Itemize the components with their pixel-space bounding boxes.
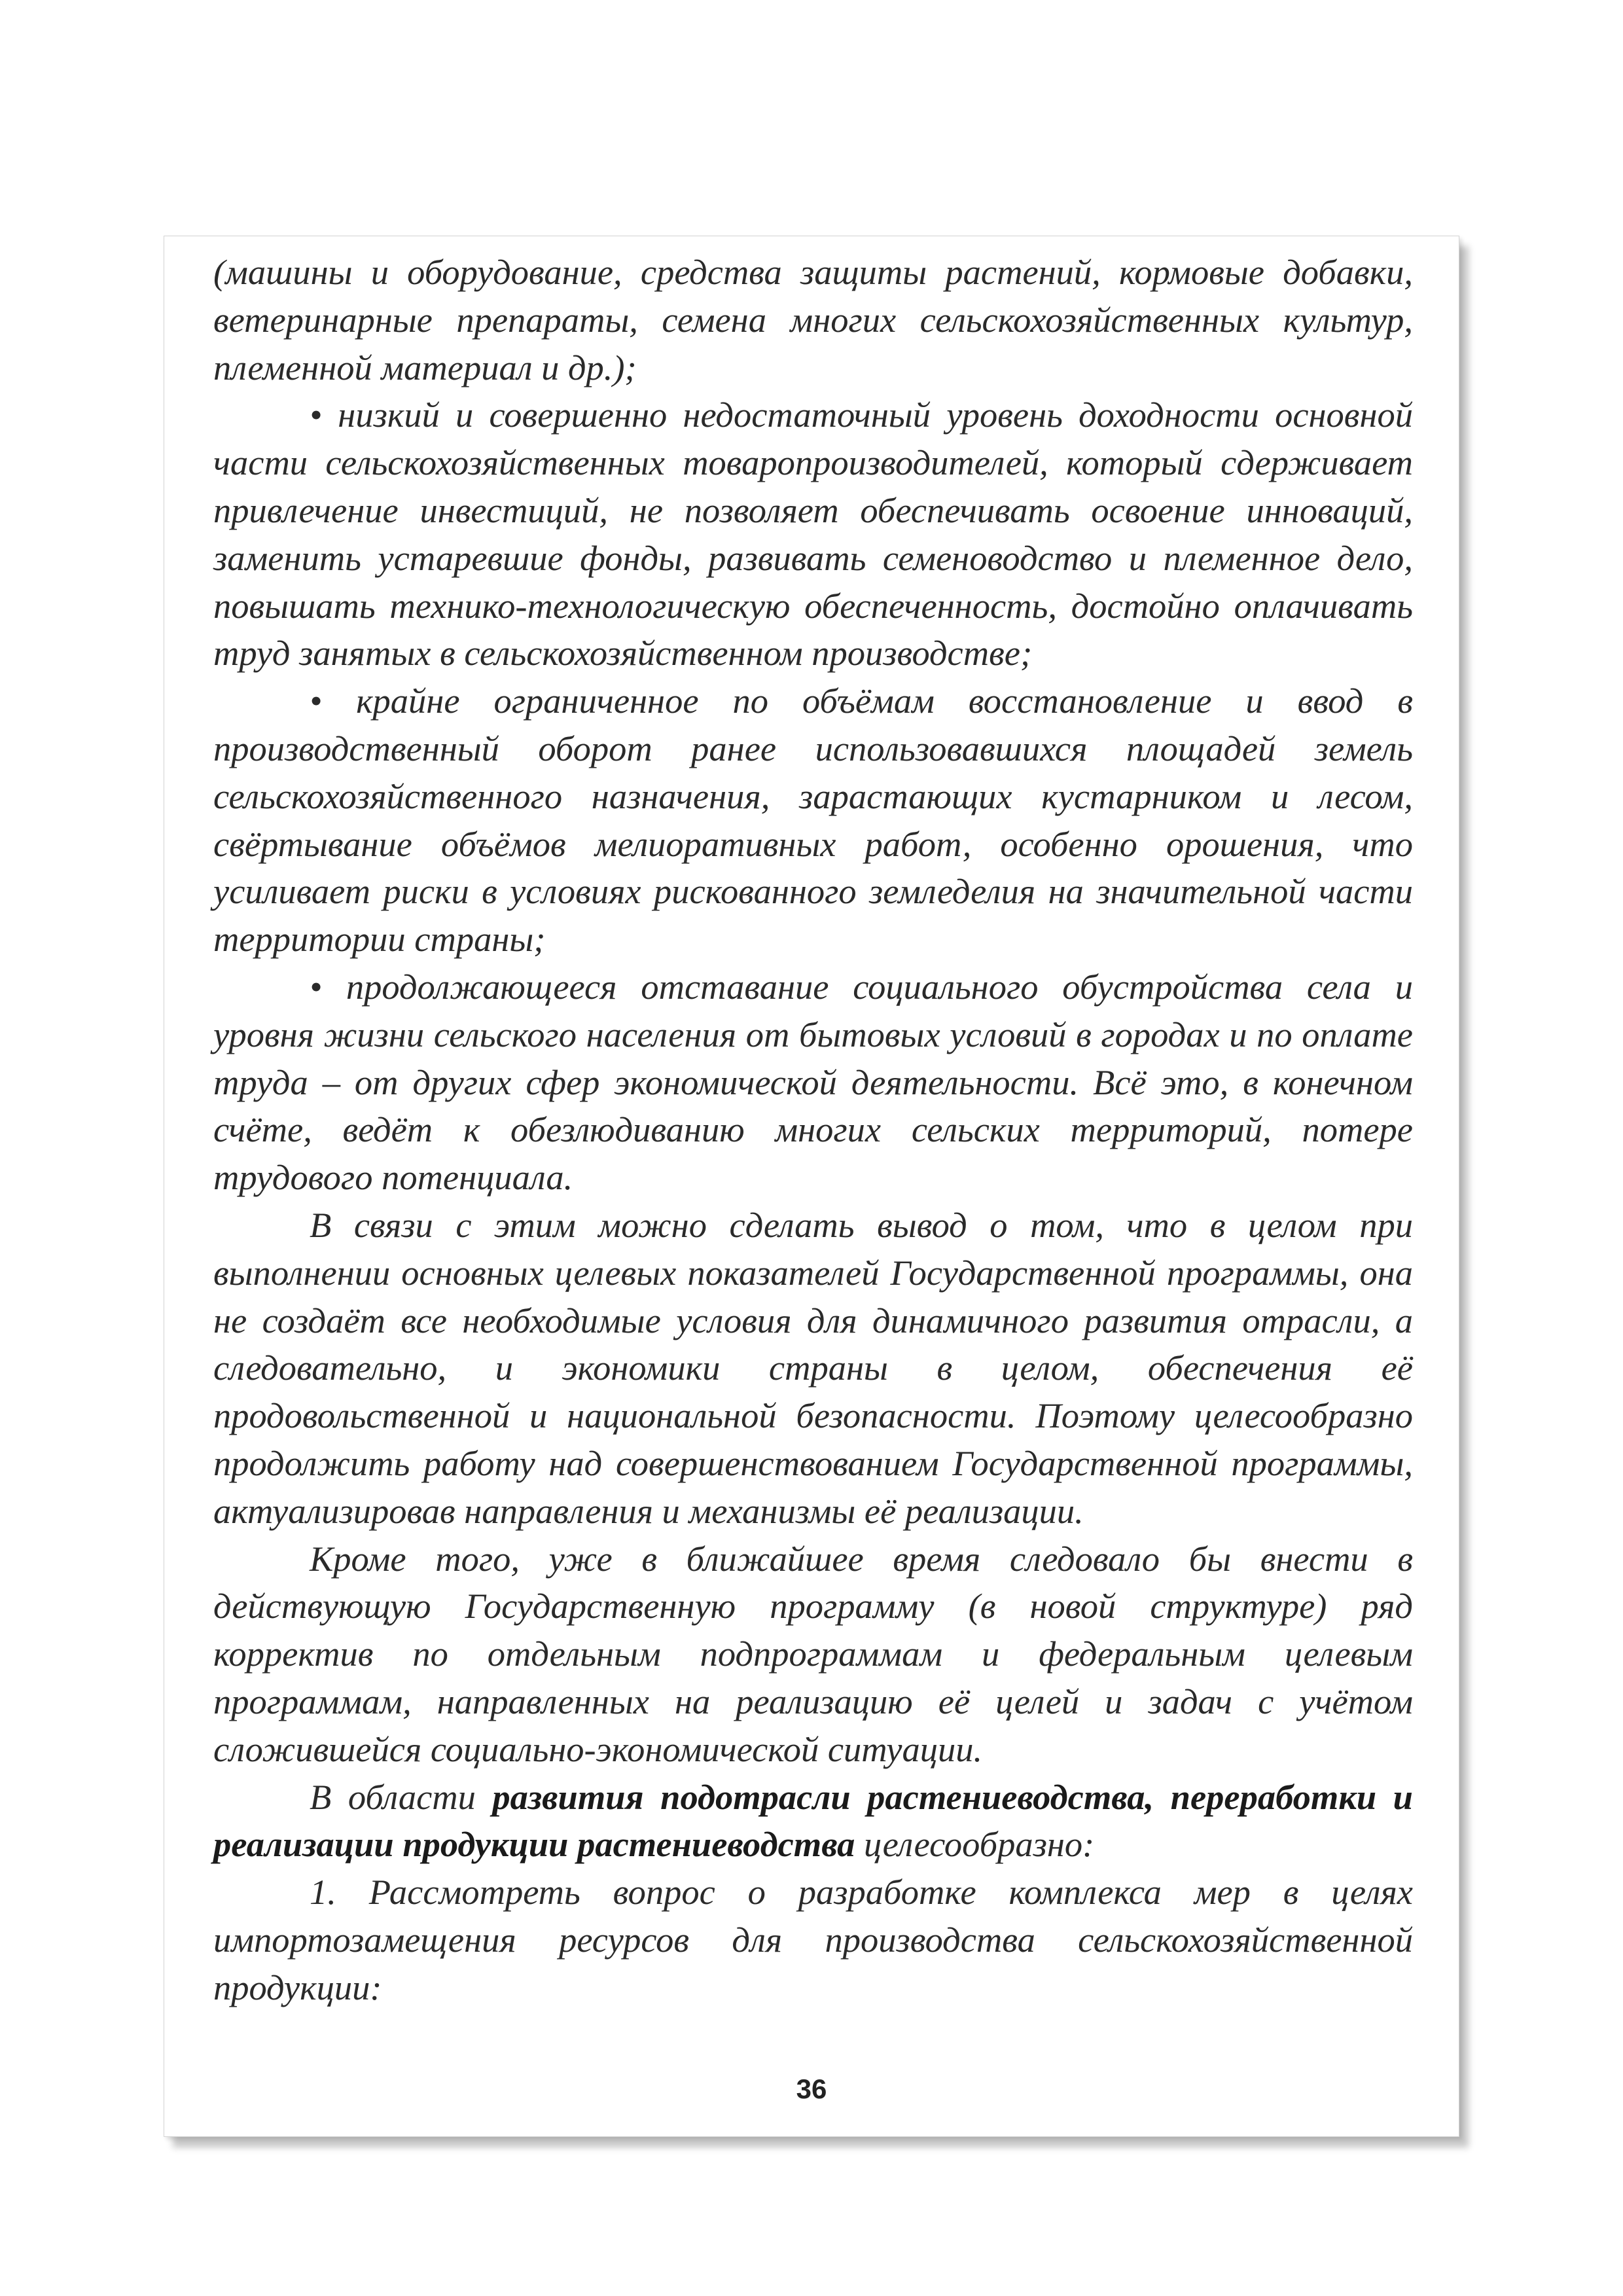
text-run: • низкий и совершенно недостаточный уровень доходности основной части сельскохозяйственных товаропроизводителей, который сдерживает привлечение инвестиций, не позволяет обеспечивать освоение инноваций, заменить устаревшие фонды, развивать семеноводство и племенное дело, повышать технико-технологическую обеспеченность, достойно оплачивать труд занятых в сельскохозяйственном производстве; (213, 395, 1413, 673)
text-run: В области (310, 1776, 493, 1817)
text-run: • продолжающееся отставание социального обустройства села и уровня жизни сельского населения от бытовых условий в городах и по оплате труда – от других сфер экономической деятельности. Всё это, в конечном счёте, ведёт к обезлюдиванию многих сельских территорий, потере трудового потенциала. (213, 966, 1413, 1198)
body-text (213, 249, 1413, 2011)
text-run: целесообразно: (855, 1824, 1095, 1865)
text-run: В связи с этим можно сделать вывод о том, что в целом при выполнении основных целевых показателей Государственной программы, она не создаёт все необходимые условия для динамичного развития отрасли, а следовательно, и экономики страны в целом, обеспечения её продовольственной и национальной безопасности. Поэтому целесообразно продолжить работу над совершенствованием Государственной программы, актуализировав направления и механизмы её реализации. (213, 1204, 1413, 1531)
paragraph (213, 1202, 1413, 1535)
text-run: Кроме того, уже в ближайшее время следовало бы внести в действующую Государственную программу (в новой структуре) ряд корректив по отдельным подпрограммам и федеральным целевым программам, направленных на реализацию её целей и задач с учётом сложившейся социально-экономической ситуации. (213, 1538, 1413, 1769)
bold-text: развития подотрасли растениеводства, переработки и реализации продукции растениеводства (213, 1776, 1413, 1865)
page-number: 36 (796, 2073, 827, 2104)
paragraph (213, 391, 1413, 677)
paragraph (213, 1535, 1413, 1774)
paragraph (213, 1774, 1413, 1869)
text-run: • крайне ограниченное по объёмам восстановление и ввод в производственный оборот ранее использовавшихся площадей земель сельскохозяйственного назначения, зарастающих кустарником и лесом, свёртывание объёмов мелиоративных работ, особенно орошения, что усиливает риски в условиях рискованного земледелия на значительной части территории страны; (213, 681, 1413, 960)
paragraph (213, 963, 1413, 1202)
paragraph (213, 1869, 1413, 2011)
text-run: (машины и оборудование, средства защиты растений, кормовые добавки, ветеринарные препараты, семена многих сельскохозяйственных культур, племенной материал и др.); (213, 252, 1413, 387)
text-run: 1. Рассмотреть вопрос о разработке комплекса мер в целях импортозамещения ресурсов для производства сельскохозяйственной продукции: (213, 1872, 1413, 2007)
paragraph (213, 677, 1413, 963)
paragraph (213, 249, 1413, 391)
